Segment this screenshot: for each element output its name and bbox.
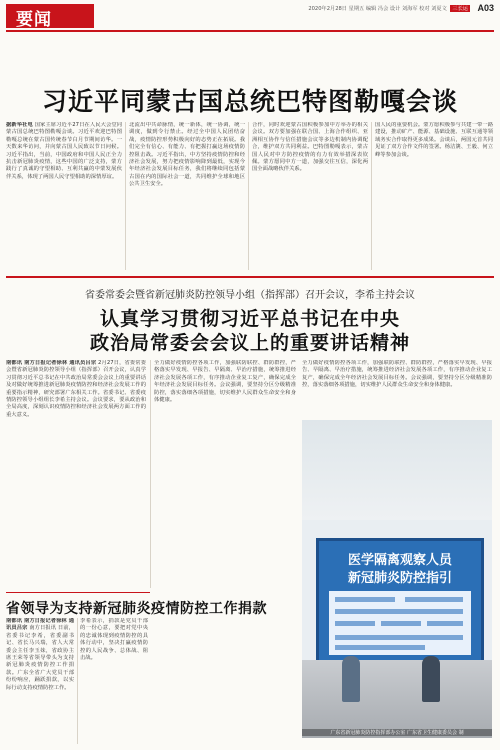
- photo-ceiling: [302, 420, 492, 520]
- board-title-2: 新冠肺炎防控指引: [347, 571, 452, 586]
- board-title-1: 医学隔离观察人员: [347, 553, 452, 568]
- page-number: A03: [477, 3, 494, 13]
- article2-col1-text: 2月27日，省委常委会暨省新冠肺炎防控领导小组（指挥部）召开会议，认真学习贯彻习近平总书记在中共政治局常委会会议上的重要讲话及对做好统筹推进新冠肺炎疫情防控和经济社会发展工作的重要指示精神，研究部署广东相关工作。省委书记、省委疫情防控领导小组组长李希主持会议。会议要求，要从政治和全局高度，深刻认识疫情防控和经济社会发展两方面工作的重大意义。: [6, 360, 146, 418]
- article3-col1-text: 南方日报讯 日前，省委书记李希，省委副书记、省长马兴瑞，省人大常委会主任李玉妹，省政协主席王荣等省领导带头为支持新冠肺炎疫情防控工作捐款。广东全省广大党员干部纷纷响应，踊跃捐款，以实际行动支持疫情防控工作。: [6, 625, 74, 691]
- article1-col1-text: 国家主席习近平27日在人民大会堂同蒙古国总统巴特图勒嘎会谈。习近平欢迎巴特图勒嘎总统在蒙古国传统春节白月节期间访华。一天数来华访问，并向蒙古国人民致以节日问候。习近平指出，当前，中国政府和中国人民正全力抗击新冠肺炎疫情，这些中国的广泛支持，蒙方践行了真诚的守望相助、互利共赢的中蒙发展伙伴关系，体现了两国人民守望相助的深情厚谊。: [6, 122, 122, 180]
- meta-proof: 校对 刘夏文: [419, 6, 447, 12]
- article1-col2: 北流出中共命脉情，统一新体，统一协调，统一调度，做到令行禁止。经过全中国人民团结奋战，疫情防控形势积极向好的态势正在拓展。我们完全有信心、有能力、有把握打赢这场疫情防控阻击战。习近平指出，中方坚持疫情防控和经济社会发展，努力把疫情影响降到最低，实现今年经济社会发展目标任务，我们将继续同包括蒙古国在内的国际社会一道，共同维护全球和地区公共卫生安全。: [129, 122, 245, 188]
- column-divider: [150, 360, 151, 588]
- column-divider: [371, 122, 372, 270]
- info-board: [316, 538, 484, 664]
- section-divider: [6, 592, 150, 593]
- column-divider: [77, 618, 78, 744]
- meta-tag: 三长运: [452, 6, 468, 12]
- column-divider: [125, 122, 126, 270]
- news-photo: [302, 420, 492, 738]
- column-divider: [248, 122, 249, 270]
- meta-design: 设计 刘海军: [389, 6, 418, 12]
- article3-col1: [6, 618, 74, 744]
- article3-col2: 李希表示，捐款是党员干部的一份心意，要把对党中央的忠诚体现到疫情防控的具体行动中，坚决打赢疫情防控的人民战争、总体战、阻击战。: [80, 618, 148, 662]
- article3-headline: 省领导为支持新冠肺炎疫情防控工作捐款: [6, 601, 267, 617]
- header-meta: [308, 5, 472, 12]
- article2-byline: 南都讯 南方日报记者徐林 通讯员吕宗: [6, 360, 97, 366]
- person-figure: [342, 656, 360, 702]
- section-tab: [6, 4, 94, 28]
- article2-col2: 全力做好疫情防控各项工作，加强联防联控、群防群控，严格落实早发现、早报告、早隔离、早治疗措施，统筹推进经济社会发展各项工作，有序推动企业复工复产，确保完成全年经济社会发展目标任务。会议强调，要坚持分区分级精准防控，落实落细各项措施，切实维护人民群众生命安全和身体健康。: [154, 360, 296, 404]
- article1-col1: [6, 122, 122, 270]
- article2-headline-line2: 政治局常委会会议上的重要讲话精神: [89, 332, 410, 354]
- article2-col3: 全力做好疫情防控各项工作，加强联防联控、群防群控，严格落实早发现、早报告、早隔离、早治疗措施，统筹推进经济社会发展各项工作，有序推动企业复工复产，确保完成全年经济社会发展目标任务。会议强调，要坚持分区分级精准防控，落实落细各项措施，切实维护人民群众生命安全和身体健康。: [302, 360, 492, 389]
- article3-byline: 南都讯 南方日报记者徐林 通讯员吕宗: [6, 618, 74, 632]
- meta-date: 2020年2月28日 星期五: [308, 6, 365, 12]
- section-divider: [6, 276, 494, 278]
- meta-editor: 编辑 冯会: [365, 6, 389, 12]
- article2-col1: [6, 360, 146, 588]
- article1-col4: 国人民的重要机会。蒙方愿积极参与共建一带一路建设，推动矿产、能源、基础设施、互联互通等领域务实合作取得更多成果。会谈后，两国元首共同见证了双方合作文件的签署。杨洁篪、王毅、何立峰等参加会谈。: [375, 122, 493, 158]
- article1-headline: 习近平同蒙古国总统巴特图勒嘎会谈: [41, 87, 458, 116]
- article1-byline: 据新华社电: [6, 122, 33, 128]
- header-rule: [6, 30, 494, 32]
- article2-headline-line1: 认真学习贯彻习近平总书记在中央: [99, 308, 400, 330]
- photo-floor: [302, 660, 492, 738]
- section-title: 要闻: [16, 10, 52, 30]
- article1-col3: 合作，同时欢迎蒙古国积极参加中方举办的相关会议。双方要加强在联合国、上海合作组织、亚洲相互协作与信任措施会议等多边机制内协调配合，维护双方共同利益。巴特图勒嘎表示，蒙古国人民对中方防控疫情的有力有效举措深表钦佩。蒙方愿同中方一道，加强交往互信，深化两国全面战略伙伴关系。: [252, 122, 368, 173]
- photo-caption: 广东省新冠肺炎防控指挥部办公室 广东省卫生健康委员会 制: [302, 729, 492, 736]
- person-figure: [422, 656, 440, 702]
- article2-kicker: 省委常委会暨省新冠肺炎防控领导小组（指挥部）召开会议，李希主持会议: [85, 290, 415, 301]
- board-flowchart: [329, 591, 471, 655]
